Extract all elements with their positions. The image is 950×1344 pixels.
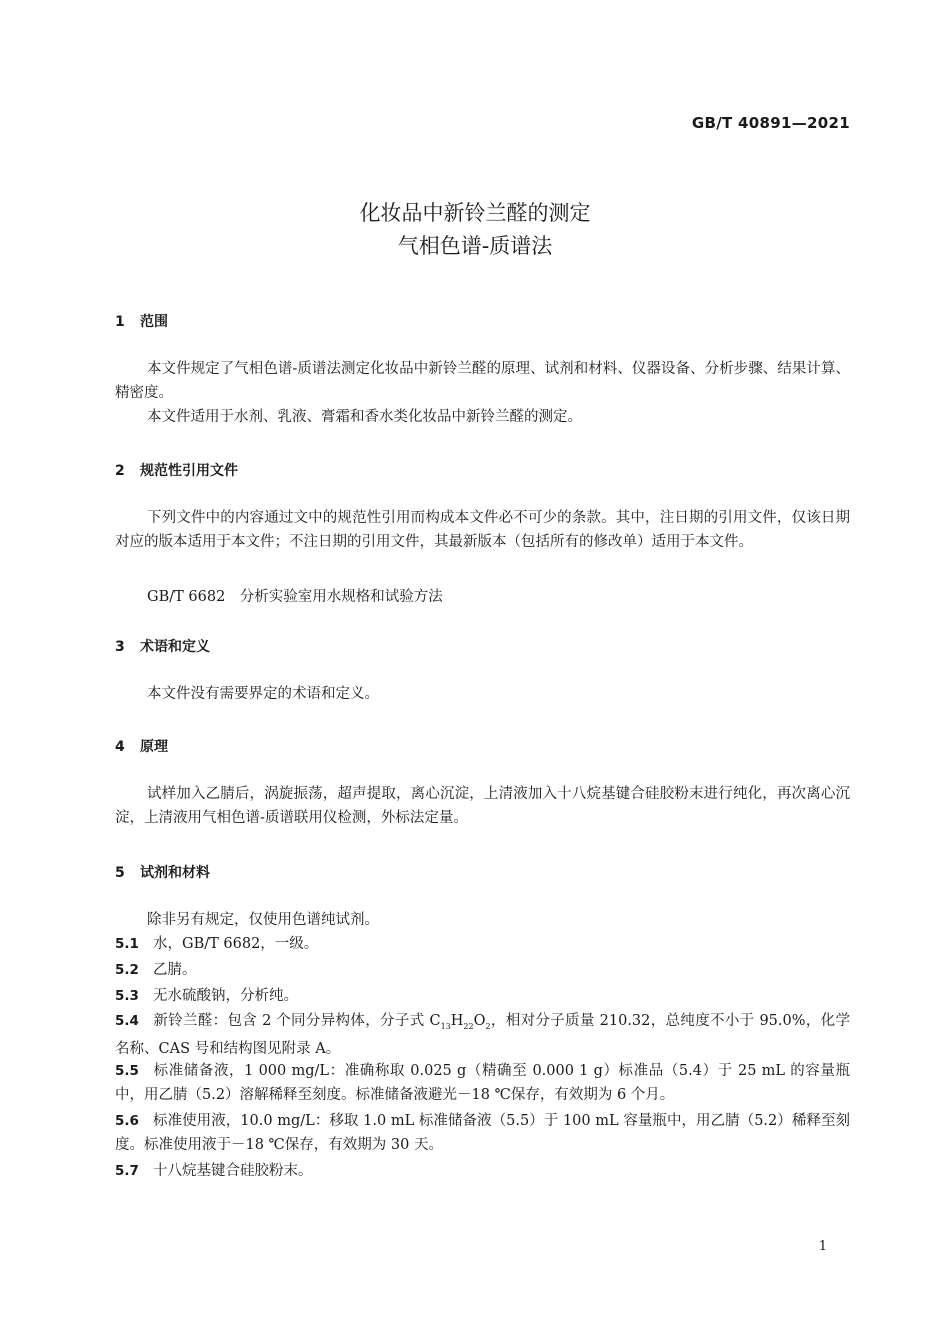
item-number: 5.5 [115,1063,139,1079]
section-number: 5 [115,865,125,881]
item-number: 5.6 [115,1113,139,1129]
section-number: 4 [115,739,125,755]
section-title: 术语和定义 [140,639,210,655]
section-title: 范围 [140,314,168,330]
formula-subscript: 22 [463,1021,474,1031]
section-heading-5 [115,862,210,882]
item-text: ，相对分子质量 210.32，总纯度不小于 95.0%，化学名称、CAS 号和结构图见附录 A。 [115,1013,851,1058]
item-number: 5.2 [115,962,139,978]
section-number: 2 [115,463,125,479]
reagent-item [115,959,850,983]
standard-code: GB/T 40891—2021 [691,114,850,132]
reagents-intro: 除非另有规定，仅使用色谱纯试剂。 [147,912,379,928]
principle-paragraph: 试样加入乙腈后，涡旋振荡，超声提取，离心沉淀，上清液加入十八烷基键合硅胶粉末进行纯化，再次离心沉淀，上清液用气相色谱-质谱联用仪检测，外标法定量。 [115,786,850,826]
document-title: 化妆品中新铃兰醛的测定 [359,201,591,225]
section-number: 3 [115,639,125,655]
document-subtitle: 气相色谱-质谱法 [397,234,553,258]
item-number: 5.1 [115,936,139,952]
item-text: O [473,1013,486,1029]
item-number: 5.3 [115,988,139,1004]
section-heading-4 [115,736,168,756]
reagent-item [115,1010,850,1062]
reagent-item [115,1160,850,1184]
page-number: 1 [818,1239,827,1254]
section-title: 试剂和材料 [140,865,210,881]
reagent-item [115,1110,850,1157]
reference-entry: GB/T 6682 分析实验室用水规格和试验方法 [147,589,443,605]
item-text: 新铃兰醛：包含 2 个同分异构体，分子式 C [153,1013,441,1029]
reagent-item [115,985,850,1009]
item-text: H [450,1013,464,1029]
item-text: 标准使用液，10.0 mg/L：移取 1.0 mL 标准储备液（5.5）于 100 mL 容量瓶中，用乙腈（5.2）稀释至刻度。标准使用液于－18 ℃保存，有效期为 30 天。 [115,1113,850,1153]
reagent-item [115,1060,850,1107]
item-text: 无水硫酸钠，分析纯。 [153,988,298,1004]
item-number: 5.4 [115,1013,139,1029]
item-text: 标准储备液，1 000 mg/L：准确称取 0.025 g（精确至 0.000 1 g）标准品（5.4）于 25 mL 的容量瓶中，用乙腈（5.2）溶解稀释至刻度。标准储备液避光－18 ℃保存，有效期为 6 个月。 [115,1063,850,1103]
scope-paragraph-2: 本文件适用于水剂、乳液、膏霜和香水类化妆品中新铃兰醛的测定。 [147,409,582,425]
normative-references-paragraph: 下列文件中的内容通过文中的规范性引用而构成本文件必不可少的条款。其中，注日期的引用文件，仅该日期对应的版本适用于本文件；不注日期的引用文件，其最新版本（包括所有的修改单）适用于本文件。 [115,510,850,550]
item-text: 十八烷基键合硅胶粉末。 [153,1163,313,1179]
scope-paragraph-1: 本文件规定了气相色谱-质谱法测定化妆品中新铃兰醛的原理、试剂和材料、仪器设备、分析步骤、结果计算、精密度。 [115,361,850,401]
section-heading-3 [115,636,210,656]
formula-subscript: 2 [485,1021,491,1031]
section-heading-2 [115,460,238,480]
item-text: 乙腈。 [153,962,197,978]
item-text: 水，GB/T 6682，一级。 [153,936,319,952]
section-title: 原理 [140,739,168,755]
section-title: 规范性引用文件 [140,463,238,479]
item-number: 5.7 [115,1163,139,1179]
section-number: 1 [115,314,125,330]
reagent-item [115,933,850,957]
terms-paragraph: 本文件没有需要界定的术语和定义。 [147,686,379,702]
section-heading-1 [115,311,168,331]
formula-subscript: 13 [440,1021,451,1031]
